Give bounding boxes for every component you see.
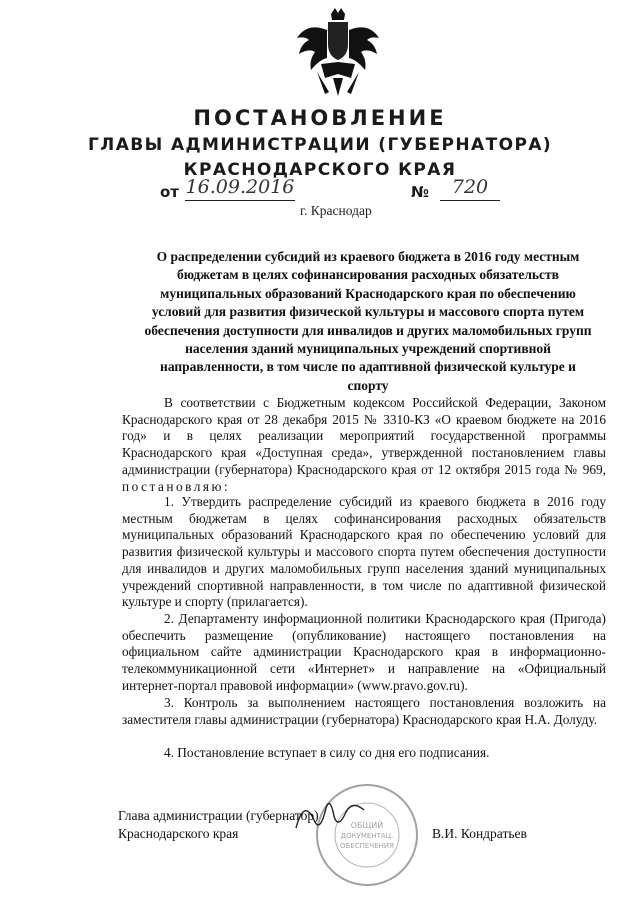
date-label: от: [160, 183, 179, 201]
coat-of-arms-icon: [295, 8, 381, 96]
clause-3: [122, 695, 606, 728]
clause-2: [122, 611, 606, 695]
preamble-text: В соответствии с Бюджетным кодексом Российской Федерации, Законом Краснодарского края от 28 декабря 2015 № 3310-КЗ «О краевом бюджете на 2016 год» и в целях реализации мероприятий государственной программы Краснодарского края «Доступная среда», утвержденной постановлением главы администрации (губернатора) Краснодарского края от 12 октября 2015 года № 969,: [122, 395, 606, 477]
clause-3-text: 3. Контроль за выполнением настоящего постановления возложить на заместителя главы администрации (губернатора) Краснодарского края Н.А. Долуду.: [122, 695, 606, 727]
issuer-heading: ГЛАВЫ АДМИНИСТРАЦИИ (ГУБЕРНАТОРА): [87, 135, 553, 155]
clause-1-text: 1. Утвердить распределение субсидий из краевого бюджета в 2016 году местным бюджетам в целях софинансирования расходных обязательств муниципальных образований Краснодарского края по обеспечению условий для развития физической культуры и массового спорта путем обеспечения доступности для инвалидов и других маломобильных групп населения зданий муниципальных учреждений спортивной направленности, в том числе по адаптивной физической культуре и спорту (прилагается).: [122, 494, 606, 610]
signatory-name: В.И. Кондратьев: [432, 826, 527, 841]
preamble-paragraph: [122, 395, 606, 495]
svg-text:ДОКУМЕНТАЦ.: ДОКУМЕНТАЦ.: [340, 832, 394, 840]
clause-4: [122, 745, 606, 762]
document-title: О распределении субсидий из краевого бюджета в 2016 году местным бюджетам в целях софинансирования расходных обязательств муниципальных образований Краснодарского края по обеспечению условий для развития физической культуры и массового спорта путем обеспечения доступности для инвалидов и других маломобильных групп населения зданий муниципальных учреждений спортивной направленности, в том числе по адаптивной физической культуре и спорту: [144, 249, 592, 393]
signatory-position-line1: Глава администрации (губернатор): [118, 808, 319, 823]
city: г. Краснодар: [300, 203, 372, 218]
document-type-heading: ПОСТАНОВЛЕНИЕ: [193, 106, 447, 130]
number-value: 720: [440, 176, 500, 201]
signatory-position-line2: Краснодарского края: [118, 826, 239, 841]
decree-word: постановляю:: [122, 478, 231, 494]
clause-2-text: 2. Департаменту информационной политики Краснодарского края (Пригода) обеспечить размещение (опубликование) настоящего постановления на официальном сайте администрации Краснодарского края в информационно-телекоммуникационной сети «Интернет» и направление на «Официальный интернет-портал правовой информации» (www.pravo.gov.ru).: [122, 611, 606, 693]
clause-1: [122, 494, 606, 611]
svg-text:ОБЩИЙ: ОБЩИЙ: [350, 821, 384, 830]
svg-text:ОБЕСПЕЧЕНИЯ: ОБЕСПЕЧЕНИЯ: [340, 842, 394, 850]
region-heading: КРАСНОДАРСКОГО КРАЯ: [183, 160, 457, 180]
number-label: №: [411, 183, 430, 201]
date-value: 16.09.2016: [185, 176, 295, 201]
clause-4-text: 4. Постановление вступает в силу со дня его подписания.: [164, 745, 490, 760]
